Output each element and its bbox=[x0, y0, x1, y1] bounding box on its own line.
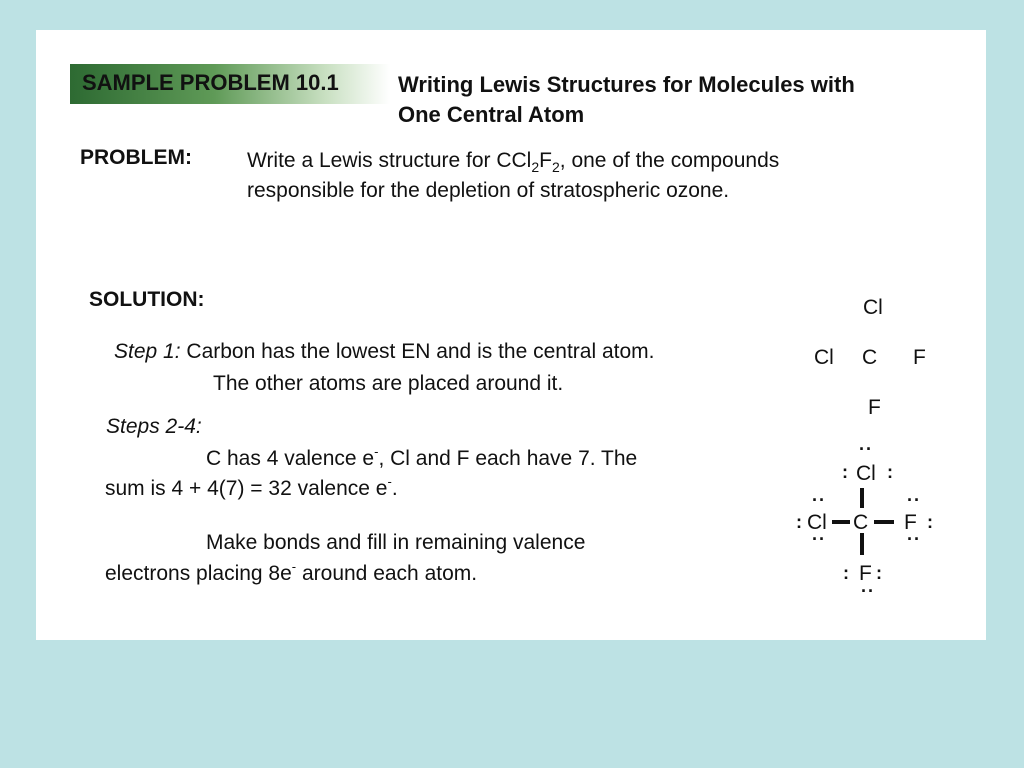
lone-pair-dots: ·· bbox=[861, 581, 875, 601]
step1-label: Step 1: bbox=[114, 340, 181, 363]
bonds-line-2 bbox=[105, 559, 477, 588]
bond-top bbox=[860, 488, 864, 508]
skeleton-atom-right: F bbox=[913, 346, 926, 369]
problem-text-part: Write a Lewis structure for CCl bbox=[247, 149, 532, 172]
sample-problem-label: SAMPLE PROBLEM 10.1 bbox=[82, 70, 339, 95]
skeleton-atom-bottom: F bbox=[868, 396, 881, 419]
lone-pair-dots: ·· bbox=[812, 490, 826, 510]
lewis-atom-bottom: F bbox=[859, 562, 872, 585]
title-line-2: One Central Atom bbox=[398, 102, 585, 127]
lewis-atom-top: Cl bbox=[856, 462, 876, 485]
superscript: - bbox=[374, 444, 379, 459]
lone-pair-dots: ·· bbox=[859, 439, 873, 459]
valence-text: C has 4 valence e bbox=[206, 447, 375, 470]
steps-2-4-label: Steps 2-4: bbox=[106, 415, 202, 438]
subscript: 2 bbox=[531, 159, 540, 175]
solution-label: SOLUTION: bbox=[89, 288, 205, 311]
lewis-atom-left: Cl bbox=[807, 511, 827, 534]
superscript: - bbox=[387, 474, 392, 489]
bond-right bbox=[874, 520, 894, 524]
lone-pair-dots: ·· bbox=[907, 529, 921, 549]
title-line-1: Writing Lewis Structures for Molecules with bbox=[398, 72, 855, 97]
valence-text: . bbox=[391, 477, 398, 500]
problem-title bbox=[398, 70, 855, 130]
bonds-text: electrons placing 8e bbox=[105, 562, 292, 585]
problem-text bbox=[247, 146, 779, 206]
problem-line-2: responsible for the depletion of stratospheric ozone. bbox=[247, 179, 730, 202]
lewis-atom-right: F bbox=[904, 511, 917, 534]
step1-line-1 bbox=[114, 337, 655, 366]
lone-pair-dots: : bbox=[887, 462, 894, 482]
valence-line-1 bbox=[206, 444, 637, 473]
valence-text: , Cl and F each have 7. The bbox=[378, 447, 638, 470]
bond-left bbox=[832, 520, 850, 524]
skeleton-atom-left: Cl bbox=[814, 346, 834, 369]
lone-pair-dots: ·· bbox=[907, 490, 921, 510]
problem-line-1 bbox=[247, 146, 779, 176]
slide bbox=[36, 30, 986, 640]
problem-text-part: , one of the compounds bbox=[559, 149, 780, 172]
valence-text: sum is 4 + 4(7) = 32 valence e bbox=[105, 477, 388, 500]
valence-line-2 bbox=[105, 474, 398, 503]
lone-pair-dots: : bbox=[927, 512, 934, 532]
step1-line-2: The other atoms are placed around it. bbox=[213, 372, 564, 395]
skeleton-atom-top: Cl bbox=[863, 296, 883, 319]
lone-pair-dots: : bbox=[876, 563, 883, 583]
problem-label: PROBLEM: bbox=[80, 146, 192, 169]
problem-text-part: F bbox=[539, 149, 552, 172]
lone-pair-dots: ·· bbox=[812, 529, 826, 549]
subscript: 2 bbox=[551, 159, 560, 175]
skeleton-atom-center: C bbox=[862, 346, 878, 369]
lone-pair-dots: : bbox=[842, 462, 849, 482]
bond-bottom bbox=[860, 533, 864, 555]
lone-pair-dots: : bbox=[843, 563, 850, 583]
lewis-atom-center: C bbox=[853, 511, 869, 534]
superscript: - bbox=[291, 559, 297, 574]
step1-text: Carbon has the lowest EN and is the central atom. bbox=[186, 340, 655, 363]
bonds-line-1: Make bonds and fill in remaining valence bbox=[206, 531, 586, 554]
lone-pair-dots: : bbox=[796, 512, 803, 532]
bonds-text: around each atom. bbox=[296, 562, 478, 585]
